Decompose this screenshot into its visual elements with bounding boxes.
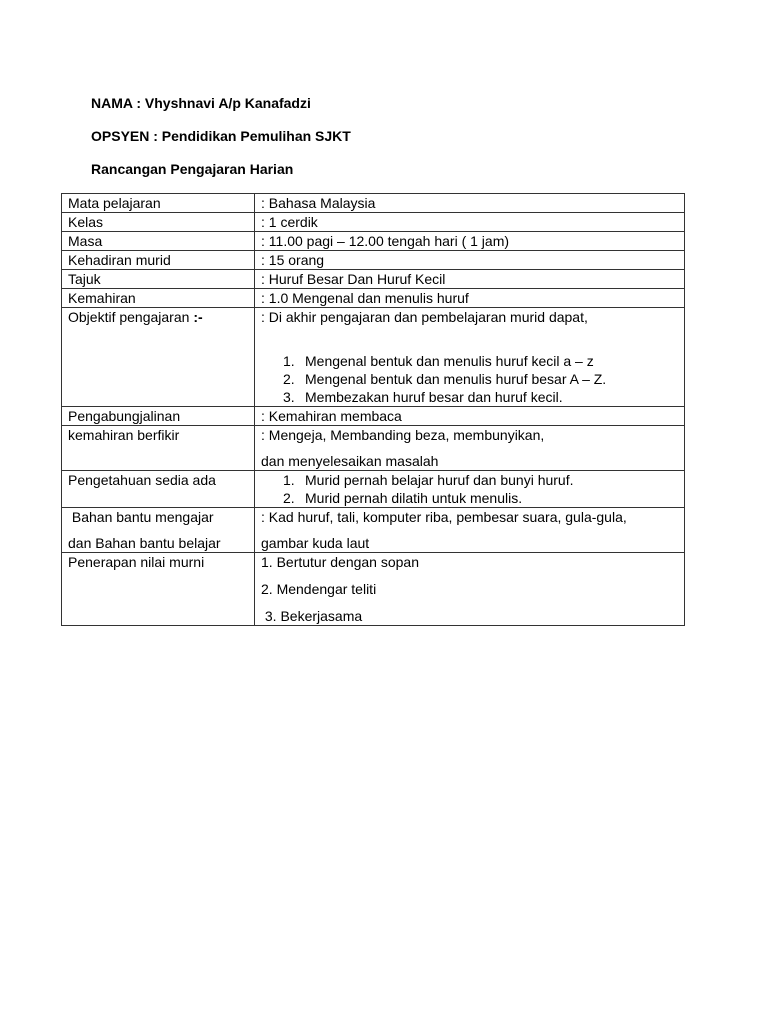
row-value: : Huruf Besar Dan Huruf Kecil	[255, 270, 685, 289]
row-label: Kehadiran murid	[62, 251, 255, 270]
document-title: Rancangan Pengajaran Harian	[91, 161, 294, 177]
value-line: dan menyelesaikan masalah	[261, 453, 439, 469]
label-line: Bahan bantu mengajar	[68, 509, 214, 525]
list-item	[261, 471, 678, 489]
row-value	[255, 308, 685, 407]
list-item: 3. Bekerjasama	[261, 608, 363, 624]
row-value	[255, 553, 685, 626]
table-row	[62, 251, 685, 270]
row-label: Tajuk	[62, 270, 255, 289]
row-label: Masa	[62, 232, 255, 251]
row-label: Pengetahuan sedia ada	[62, 471, 255, 508]
row-value: : 11.00 pagi – 12.00 tengah hari ( 1 jam)	[255, 232, 685, 251]
row-value: : Bahasa Malaysia	[255, 194, 685, 213]
table-row	[62, 407, 685, 426]
row-value	[255, 508, 685, 553]
objective-label-suffix: :-	[193, 309, 203, 325]
value-line: gambar kuda laut	[261, 535, 370, 551]
table-row	[62, 471, 685, 508]
table-row	[62, 194, 685, 213]
value-line: : Mengeja, Membanding beza, membunyikan,	[261, 427, 545, 443]
table-row	[62, 232, 685, 251]
table-row	[62, 308, 685, 407]
list-item: 1. Bertutur dengan sopan	[261, 554, 420, 570]
option-line: OPSYEN : Pendidikan Pemulihan SJKT	[91, 128, 351, 144]
list-number: 3.	[283, 389, 295, 405]
student-name: NAMA : Vhyshnavi A/p Kanafadzi	[91, 95, 311, 111]
list-number: 2.	[283, 490, 295, 506]
objective-intro: : Di akhir pengajaran dan pembelajaran murid dapat,	[261, 309, 588, 325]
list-number: 1.	[283, 353, 295, 369]
row-label: Penerapan nilai murni	[62, 553, 255, 626]
row-label: Kelas	[62, 213, 255, 232]
table-row	[62, 270, 685, 289]
row-value: : 15 orang	[255, 251, 685, 270]
list-item	[261, 489, 678, 507]
row-label	[62, 308, 255, 407]
table-row	[62, 213, 685, 232]
list-item: 2. Mendengar teliti	[261, 581, 377, 597]
table-row	[62, 289, 685, 308]
list-text: Membezakan huruf besar dan huruf kecil.	[305, 389, 563, 405]
list-number: 2.	[283, 371, 295, 387]
list-item	[261, 370, 678, 388]
list-item	[261, 388, 678, 406]
list-number: 1.	[283, 472, 295, 488]
list-text: Murid pernah dilatih untuk menulis.	[305, 490, 523, 506]
objective-label-text: Objektif pengajaran	[68, 309, 194, 325]
list-text: Mengenal bentuk dan menulis huruf kecil a – z	[305, 353, 594, 369]
row-value: : Kemahiran membaca	[255, 407, 685, 426]
label-line: dan Bahan bantu belajar	[68, 535, 221, 551]
list-text: Murid pernah belajar huruf dan bunyi huruf.	[305, 472, 574, 488]
row-value: : 1.0 Mengenal dan menulis huruf	[255, 289, 685, 308]
row-value	[255, 471, 685, 508]
list-item	[261, 352, 678, 370]
row-label: Pengabungjalinan	[62, 407, 255, 426]
row-value: : 1 cerdik	[255, 213, 685, 232]
row-label	[62, 508, 255, 553]
list-text: Mengenal bentuk dan menulis huruf besar A – Z.	[305, 371, 607, 387]
row-label: kemahiran berfikir	[62, 426, 255, 471]
row-value	[255, 426, 685, 471]
table-row	[62, 426, 685, 471]
row-label: Kemahiran	[62, 289, 255, 308]
row-label: Mata pelajaran	[62, 194, 255, 213]
value-line: : Kad huruf, tali, komputer riba, pembesar suara, gula-gula,	[261, 509, 627, 525]
table-row	[62, 508, 685, 553]
table-row	[62, 553, 685, 626]
lesson-plan-table	[61, 193, 685, 626]
